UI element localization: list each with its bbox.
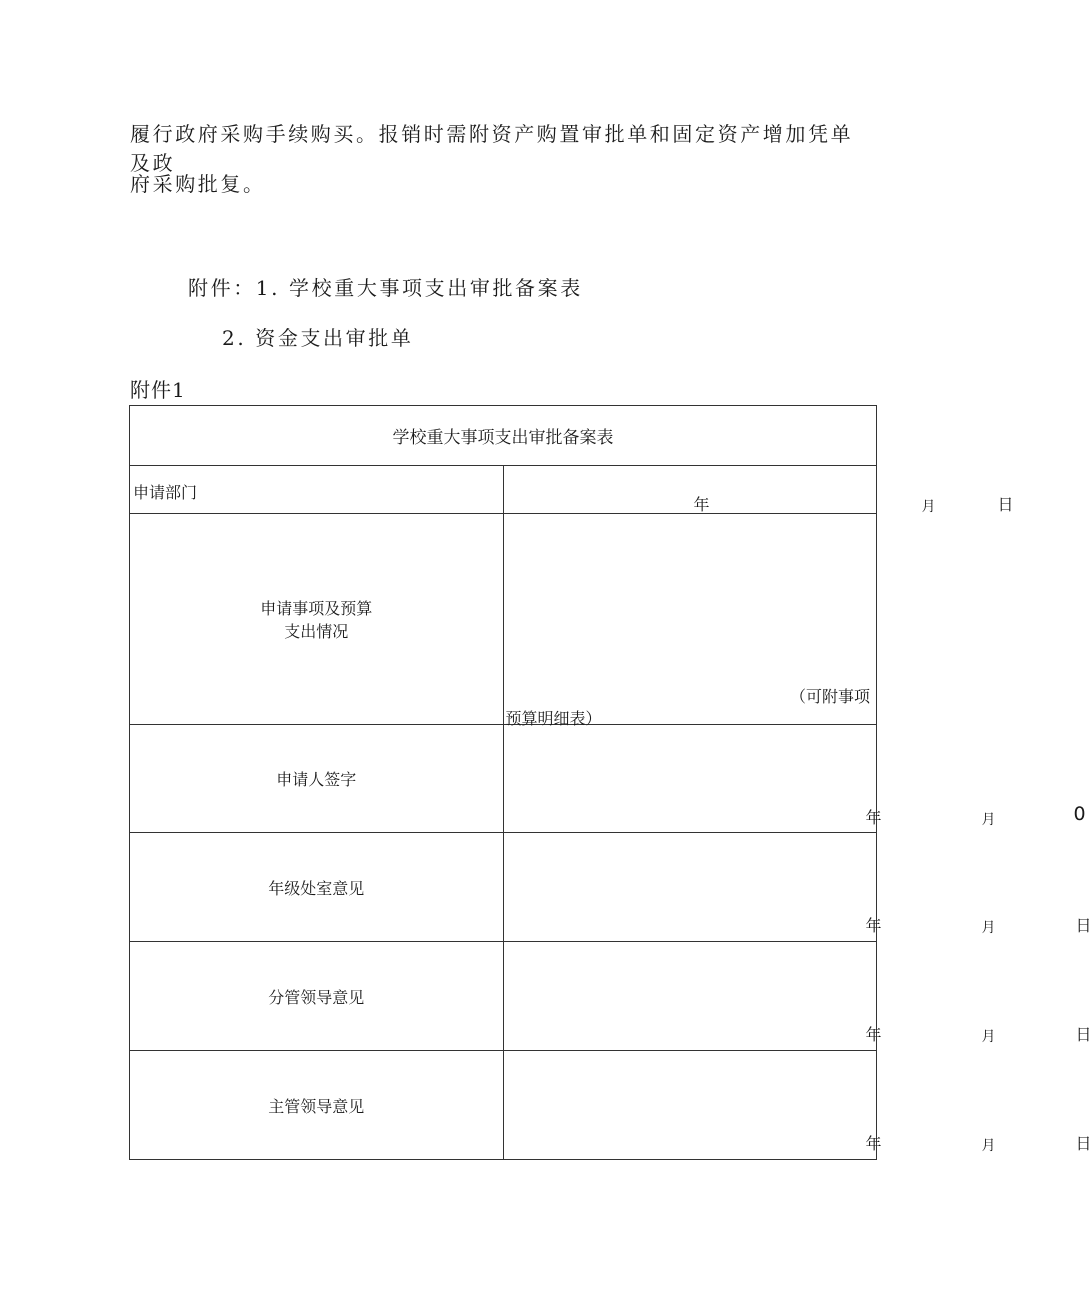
branch-leader-opinion-cell[interactable]: [503, 942, 1092, 1051]
branch-leader-row: [130, 942, 877, 1051]
budget-note-part-1: （可附事项: [789, 687, 870, 706]
attachment-item-2: 2. 资金支出审批单: [222, 326, 414, 350]
dept-label: 申请部门: [130, 466, 504, 514]
applicant-row: [130, 725, 877, 833]
grade-date-day: 日: [1075, 916, 1092, 935]
applicant-date-month: 月: [981, 812, 996, 828]
grade-office-label: 年级处室意见: [130, 833, 504, 942]
grade-date-year: 年: [865, 916, 882, 935]
dept-date-cell[interactable]: [503, 466, 1014, 515]
body-paragraph-line-1: 履行政府采购手续购买。报销时需附资产购置审批单和固定资产增加凭单及政: [130, 122, 854, 175]
branch-date-day: 日: [1075, 1025, 1092, 1044]
form-title-row: [130, 406, 877, 466]
budget-label-line-2: 支出情况: [284, 622, 349, 641]
dept-date-day: 日: [997, 495, 1014, 514]
chief-leader-label: 主管领导意见: [130, 1051, 504, 1160]
chief-date-day: 日: [1075, 1134, 1092, 1153]
budget-label-line-1: 申请事项及预算: [260, 599, 373, 618]
dept-date-year: 年: [693, 495, 710, 514]
budget-note-part-2: 预算明细表）: [505, 709, 602, 728]
body-paragraph-line-2: 府采购批复。: [130, 172, 266, 196]
annex-label: 附件1: [130, 378, 186, 402]
form-title: 学校重大事项支出审批备案表: [130, 406, 877, 466]
budget-label: [130, 514, 504, 725]
branch-date-year: 年: [865, 1025, 882, 1044]
grade-date-month: 月: [981, 920, 996, 936]
budget-row: [130, 514, 877, 725]
grade-office-opinion-cell[interactable]: [503, 833, 1092, 942]
dept-date-month: 月: [921, 499, 936, 515]
chief-leader-row: [130, 1051, 877, 1160]
grade-office-row: [130, 833, 877, 942]
dept-row: [130, 466, 877, 514]
applicant-sign-cell[interactable]: [503, 725, 1086, 833]
applicant-label: 申请人签字: [130, 725, 504, 833]
approval-form-table: [129, 405, 1092, 1160]
applicant-date-day: 0: [1073, 803, 1086, 825]
chief-date-year: 年: [865, 1134, 882, 1153]
branch-leader-label: 分管领导意见: [130, 942, 504, 1051]
budget-content-cell[interactable]: [503, 514, 877, 728]
chief-leader-opinion-cell[interactable]: [503, 1051, 1092, 1160]
attachment-item-1: 附件：1. 学校重大事项支出审批备案表: [188, 276, 583, 300]
chief-date-month: 月: [981, 1138, 996, 1154]
branch-date-month: 月: [981, 1029, 996, 1045]
applicant-date-year: 年: [865, 808, 882, 827]
